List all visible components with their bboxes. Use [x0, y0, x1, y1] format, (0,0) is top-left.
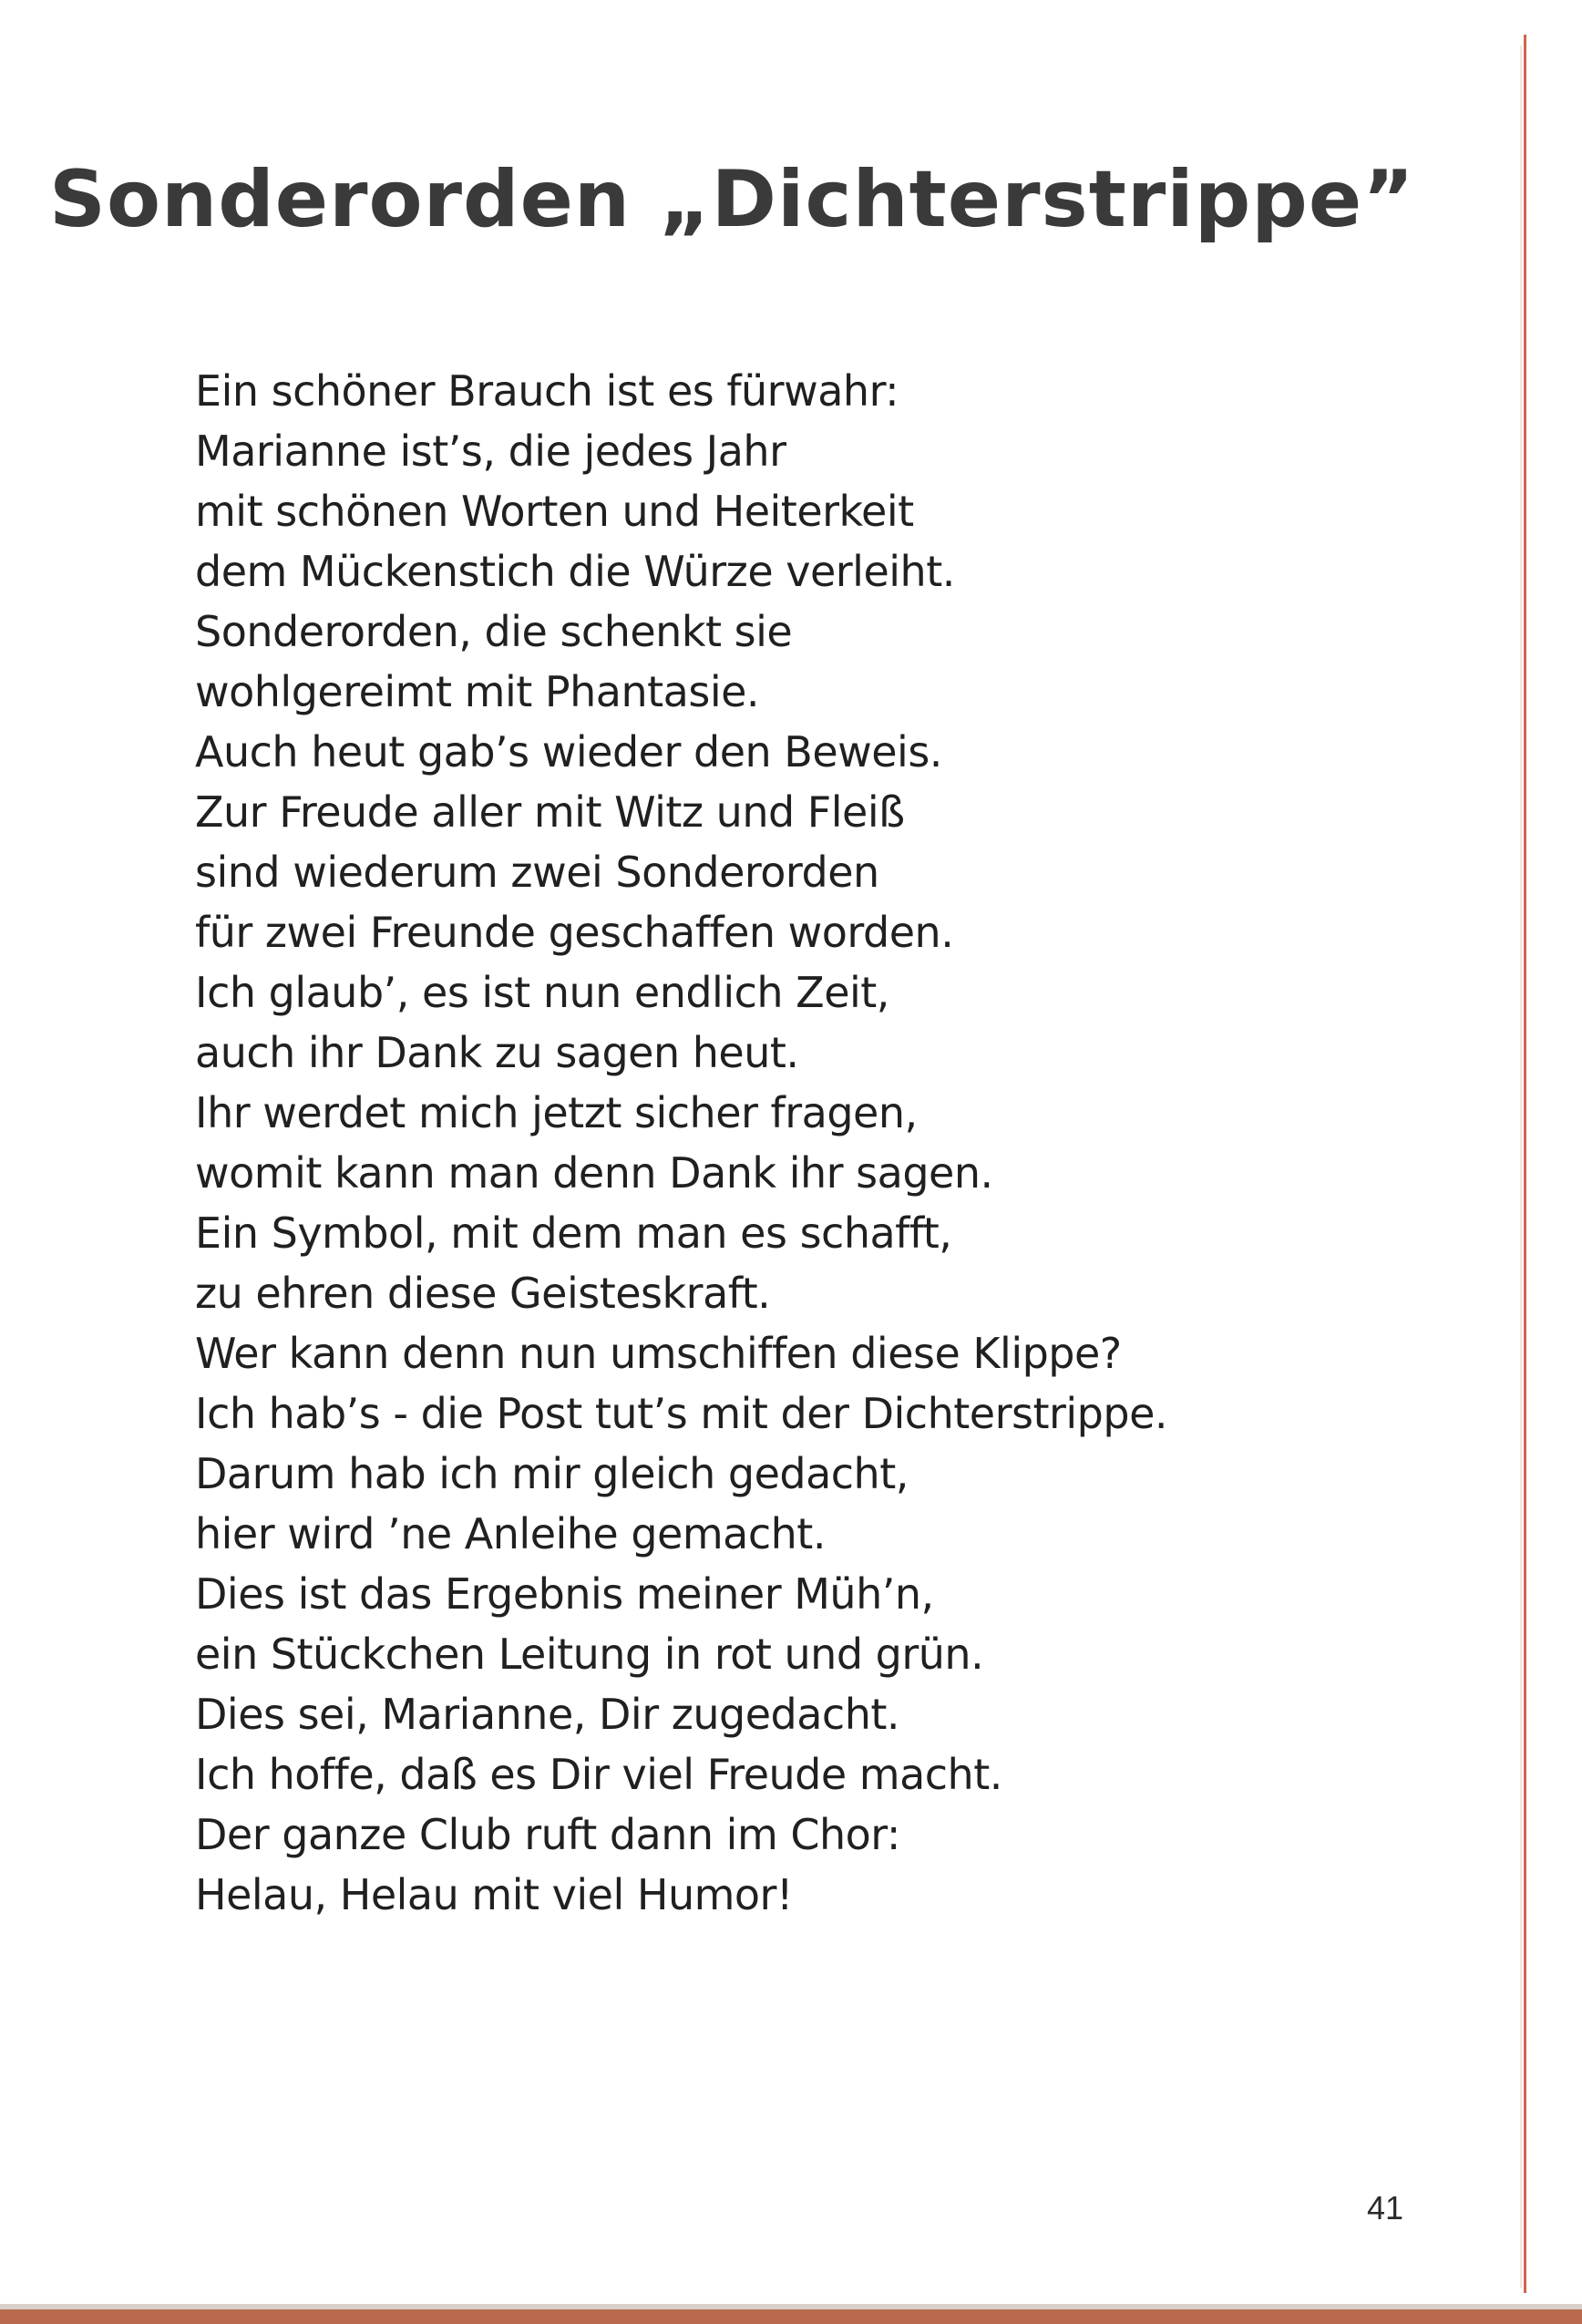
poem-line: womit kann man denn Dank ihr sagen.: [195, 1148, 993, 1198]
poem-line: Dies ist das Ergebnis meiner Müh’n,: [195, 1569, 934, 1619]
poem-line: ein Stückchen Leitung in rot und grün.: [195, 1630, 984, 1679]
poem-line: Darum hab ich mir gleich gedacht,: [195, 1449, 909, 1498]
page-title: Sonderorden „Dichterstrippe”: [49, 154, 1415, 245]
page-edge-shadow: [1520, 46, 1522, 2288]
poem-line: zu ehren diese Geisteskraft.: [195, 1269, 771, 1318]
poem-line: für zwei Freunde geschaffen worden.: [195, 908, 954, 957]
poem-line: Sonderorden, die schenkt sie: [195, 607, 793, 656]
poem-line: hier wird ’ne Anleihe gemacht.: [195, 1509, 826, 1558]
page-number: 41: [1367, 2189, 1404, 2226]
poem-line: Ich glaub’, es ist nun endlich Zeit,: [195, 968, 889, 1017]
poem-line: dem Mückenstich die Würze verleiht.: [195, 547, 955, 596]
page-bottom-edge: [0, 2309, 1582, 2324]
poem-text: [195, 361, 1167, 1925]
poem-line: Marianne ist’s, die jedes Jahr: [195, 427, 786, 476]
poem-line: Ich hab’s - die Post tut’s mit der Dichterstrippe.: [195, 1389, 1168, 1438]
poem-line: Ihr werdet mich jetzt sicher fragen,: [195, 1088, 918, 1137]
poem-line: auch ihr Dank zu sagen heut.: [195, 1028, 799, 1077]
poem-line: sind wiederum zwei Sonderorden: [195, 848, 879, 897]
poem-line: Ich hoffe, daß es Dir viel Freude macht.: [195, 1750, 1002, 1799]
poem-line: wohlgereimt mit Phantasie.: [195, 667, 760, 716]
poem-line: Der ganze Club ruft dann im Chor:: [195, 1810, 900, 1859]
poem-line: mit schönen Worten und Heiterkeit: [195, 487, 914, 536]
poem-line: Ein schöner Brauch ist es fürwahr:: [195, 366, 899, 416]
poem-line: Dies sei, Marianne, Dir zugedacht.: [195, 1690, 900, 1739]
poem-line: Zur Freude aller mit Witz und Fleiß: [195, 787, 905, 837]
page-right-edge: [1524, 35, 1526, 2293]
poem-line: Helau, Helau mit viel Humor!: [195, 1870, 793, 1919]
poem-line: Auch heut gab’s wieder den Beweis.: [195, 727, 942, 776]
poem-line: Wer kann denn nun umschiffen diese Klippe?: [195, 1329, 1122, 1378]
poem-line: Ein Symbol, mit dem man es schafft,: [195, 1208, 952, 1258]
